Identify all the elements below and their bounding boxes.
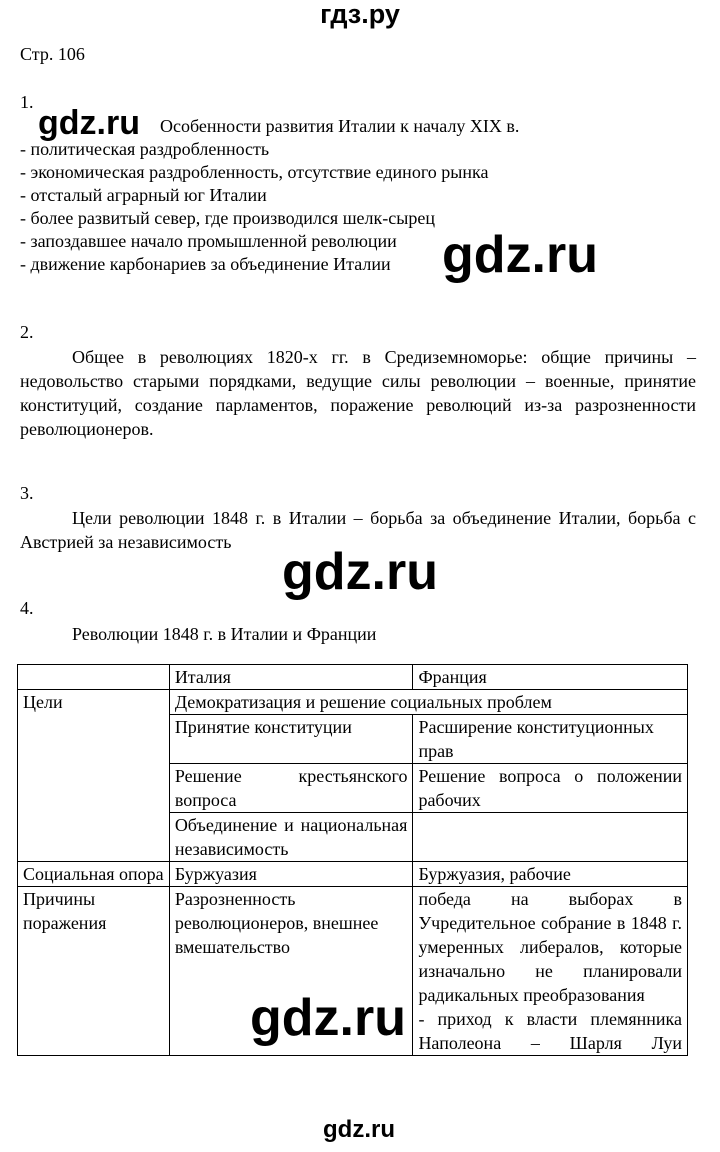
header-france-cell: Франция xyxy=(413,665,688,690)
list-item: - отсталый аграрный юг Италии xyxy=(20,185,267,205)
watermark-logo: gdz.ru xyxy=(250,989,406,1047)
question-4-number: 4. xyxy=(20,598,34,618)
goals-italy-cell: Объединение и национальная независимость xyxy=(169,813,413,862)
watermark-footer: gdz.ru xyxy=(323,1116,395,1143)
watermark-logo: gdz.ru xyxy=(442,226,598,284)
question-2-answer: Общее в революциях 1820-х гг. в Средиземноморье: общие причины – недовольство старыми порядками, ведущие силы революции – военные, принятие конституций, создание парламентов, поражение революций из-за разрозненности революционеров. xyxy=(20,347,696,439)
question-2-number: 2. xyxy=(20,322,34,342)
defeat-france-text: - приход к власти племянника Наполеона – Шарля Луи xyxy=(418,1009,682,1053)
goals-common-cell: Демократизация и решение социальных проблем xyxy=(169,690,687,715)
header-italy-cell: Италия xyxy=(169,665,413,690)
list-item: - запоздавшее начало промышленной революции xyxy=(20,231,397,251)
goals-france-cell xyxy=(413,813,688,862)
question-1-title: Особенности развития Италии к началу XIX в. xyxy=(160,116,520,136)
defeat-france-text: победа на выборах в Учредительное собрание в 1848 г. умеренных либералов, которые изначально не планировали радикальных преобразования xyxy=(418,889,682,1005)
question-3-answer: Цели революции 1848 г. в Италии – борьба за объединение Италии, борьба с Австрией за независимость xyxy=(20,508,696,552)
list-item: - более развитый север, где производился шелк-сырец xyxy=(20,208,435,228)
header-blank-cell xyxy=(18,665,170,690)
support-italy-cell: Буржуазия xyxy=(169,862,413,887)
list-item: - движение карбонариев за объединение Италии xyxy=(20,254,391,274)
goals-france-cell: Расширение конституционных прав xyxy=(413,715,688,764)
table-title: Революции 1848 г. в Италии и Франции xyxy=(72,624,377,644)
goals-italy-cell: Принятие конституции xyxy=(169,715,413,764)
watermark-logo: gdz.ru xyxy=(282,543,438,601)
goals-label-cell: Цели xyxy=(18,690,170,862)
table-header-row xyxy=(18,665,688,690)
goals-france-cell: Решение вопроса о положении рабочих xyxy=(413,764,688,813)
page-reference: Стр. 106 xyxy=(20,44,85,64)
defeat-france-cell xyxy=(413,887,688,1056)
support-label-cell: Социальная опора xyxy=(18,862,170,887)
defeat-italy-cell: Разрозненность революционеров, внешнее вмешательство xyxy=(169,887,413,1056)
goals-italy-cell: Решение крестьянского вопроса xyxy=(169,764,413,813)
table-row xyxy=(18,862,688,887)
table-row xyxy=(18,690,688,715)
list-item: - экономическая раздробленность, отсутствие единого рынка xyxy=(20,162,489,182)
question-3-number: 3. xyxy=(20,483,34,503)
support-france-cell: Буржуазия, рабочие xyxy=(413,862,688,887)
defeat-label-cell: Причины поражения xyxy=(18,887,170,1056)
question-1-number: 1. xyxy=(20,92,34,112)
site-header: гдз.ру xyxy=(320,0,400,29)
watermark-logo: gdz.ru xyxy=(38,104,140,142)
list-item: - политическая раздробленность xyxy=(20,139,270,159)
